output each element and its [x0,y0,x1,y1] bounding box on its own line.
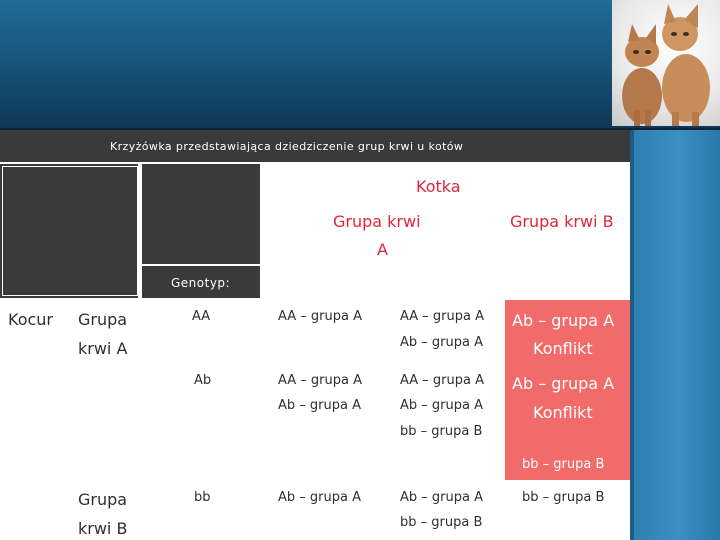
cell-r2-c3c: bb – grupa B [522,457,605,472]
cell-r2-c2b: Ab – grupa A [400,398,483,413]
corner-cell-frame [2,166,138,296]
genotype-label: Genotyp: [171,276,231,290]
female-label: Kotka [416,177,461,196]
genotype-bb: bb [194,490,211,505]
cell-r1-c1: AA – grupa A [278,309,362,324]
cell-r2-c3a: Ab – grupa A [512,374,615,393]
cell-r3-c2a: Ab – grupa A [400,490,483,505]
cell-r2-c2a: AA – grupa A [400,373,484,388]
cell-r3-c3: bb – grupa B [522,490,605,505]
cell-r1-c2b: Ab – grupa A [400,335,483,350]
kittens-photo [612,0,720,126]
cell-r2-c1b: Ab – grupa A [278,398,361,413]
female-group-a-label: Grupa krwi [333,212,421,231]
conflict-label-1: Konflikt [533,339,593,358]
genotype-aa: AA [192,309,211,324]
right-bar-streak [630,130,634,540]
cell-r3-c2b: bb – grupa B [400,515,483,530]
conflict-label-2: Konflikt [533,403,593,422]
genotype-ab: Ab [194,373,212,388]
male-label: Kocur [8,310,53,329]
male-group-b-label: Grupa [78,490,128,509]
male-group-b-letter: krwi B [78,519,128,538]
female-group-b-label: Grupa krwi B [510,212,614,231]
male-group-a-label: Grupa [78,310,128,329]
table-title [0,130,630,164]
cell-r2-c1a: AA – grupa A [278,373,362,388]
female-group-a-letter: A [377,240,388,259]
cell-r3-c1: Ab – grupa A [278,490,361,505]
cell-r1-c2a: AA – grupa A [400,309,484,324]
corner-cell-2 [142,164,260,264]
corner-cell [0,164,140,298]
male-group-a-letter: krwi A [78,339,128,358]
right-decor-bar [630,130,720,540]
kittens-illustration [612,0,720,126]
cell-r1-c3a: Ab – grupa A [512,311,615,330]
cell-r2-c2c: bb – grupa B [400,424,483,439]
table-title-text: Krzyżówka przedstawiająca dziedziczenie grup krwi u kotów [110,139,464,153]
